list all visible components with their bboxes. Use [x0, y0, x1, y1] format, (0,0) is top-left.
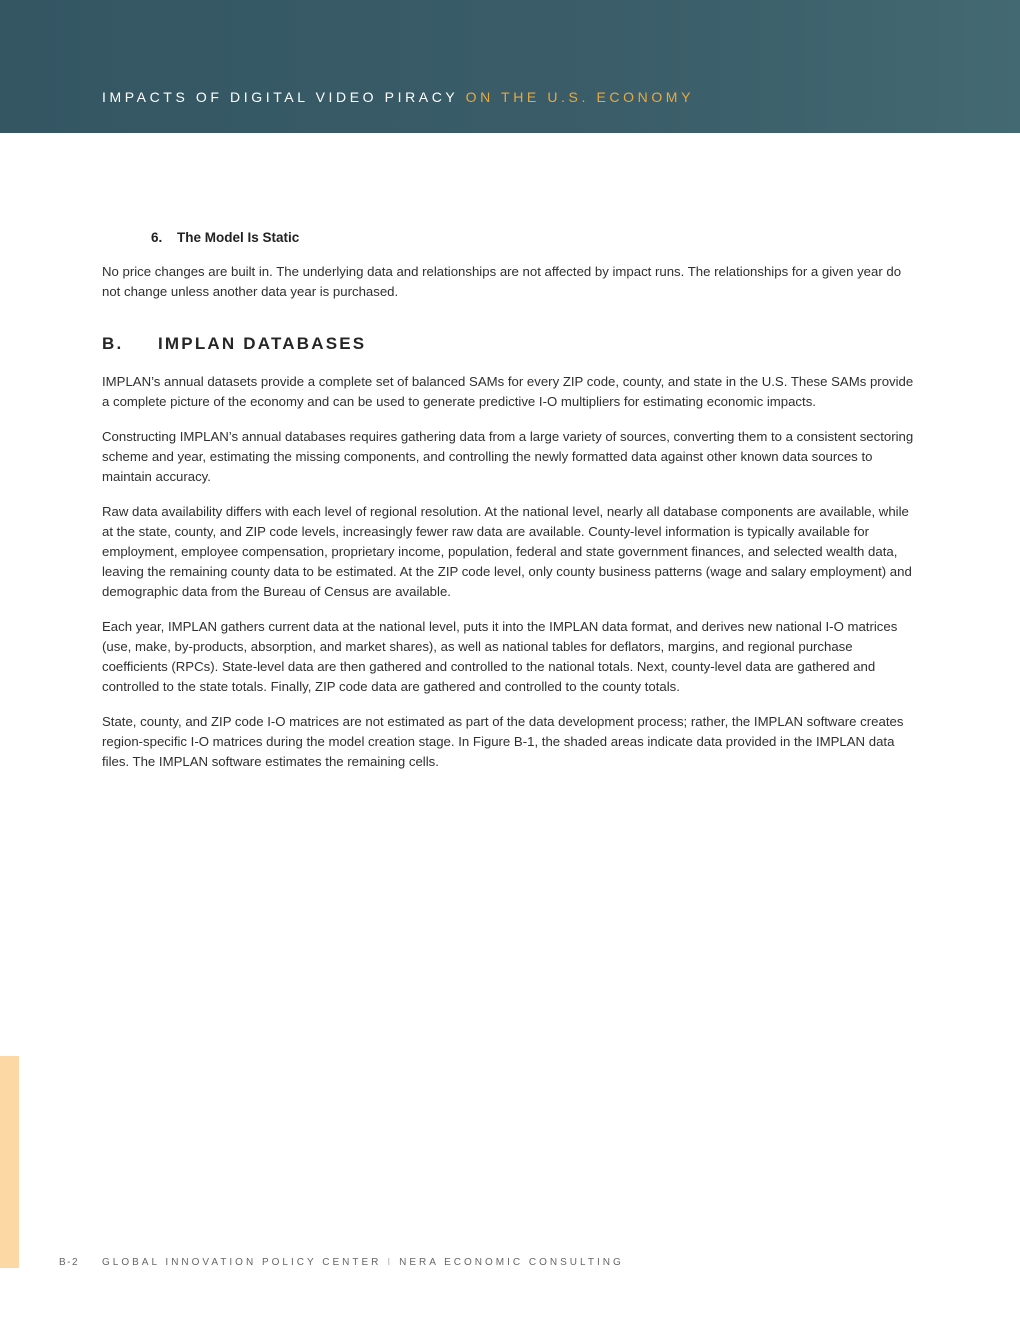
- footer-left-text: GLOBAL INNOVATION POLICY CENTER: [102, 1257, 382, 1268]
- section-letter: B.: [102, 334, 124, 353]
- report-title-accent: ON THE U.S. ECONOMY: [465, 89, 695, 105]
- section-heading: [102, 332, 920, 356]
- report-title-main: IMPACTS OF DIGITAL VIDEO PIRACY: [102, 89, 459, 105]
- page-content: [102, 228, 920, 787]
- page-footer: [59, 1257, 624, 1268]
- subsection-title: The Model Is Static: [177, 230, 300, 245]
- paragraph: IMPLAN’s annual datasets provide a complete set of balanced SAMs for every ZIP code, county, and state in the U.S. These SAMs provide a complete picture of the economy and can be used to generate predictive I-O multipliers for estimating economic impacts.: [102, 374, 914, 409]
- report-title: [102, 89, 694, 105]
- section-title: IMPLAN DATABASES: [158, 334, 367, 353]
- paragraph: Raw data availability differs with each level of regional resolution. At the national level, nearly all database components are available, while at the state, county, and ZIP code levels, increasingly fewer raw data are available. County-level information is typically available for employment, employee compensation, proprietary income, population, federal and state government finances, and selected wealth data, leaving the remaining county data to be estimated. At the ZIP code level, only county business patterns (wage and salary employment) and demographic data from the Bureau of Census are available.: [102, 504, 912, 599]
- page-number: B-2: [59, 1257, 80, 1268]
- intro-paragraph: No price changes are built in. The underlying data and relationships are not affected by impact runs. The relationships for a given year do not change unless another data year is purchased.: [102, 264, 902, 299]
- paragraph: Each year, IMPLAN gathers current data at the national level, puts it into the IMPLAN data format, and derives new national I-O matrices (use, make, by-products, absorption, and market shares), as well as national tables for deflators, margins, and regional purchase coefficients (RPCs). State-level data are then gathered and controlled to the national totals. Next, county-level data are gathered and controlled to the state totals. Finally, ZIP code data are gathered and controlled to the county totals.: [102, 619, 898, 694]
- paragraph: Constructing IMPLAN’s annual databases requires gathering data from a large variety of sources, converting them to a consistent sectoring scheme and year, estimating the missing components, and controlling the newly formatted data against other known data sources to maintain accuracy.: [102, 429, 914, 484]
- subsection-number: 6.: [151, 230, 163, 245]
- header-band: [0, 0, 1020, 133]
- side-tab-marker: [0, 1056, 19, 1268]
- footer-right-text: NERA ECONOMIC CONSULTING: [399, 1257, 624, 1268]
- footer-separator: I: [387, 1257, 394, 1268]
- paragraph: State, county, and ZIP code I-O matrices are not estimated as part of the data development process; rather, the IMPLAN software creates region-specific I-O matrices during the model creation stage. In Figure B-1, the shaded areas indicate data provided in the IMPLAN data files. The IMPLAN software estimates the remaining cells.: [102, 714, 904, 769]
- subsection-heading: [151, 228, 920, 248]
